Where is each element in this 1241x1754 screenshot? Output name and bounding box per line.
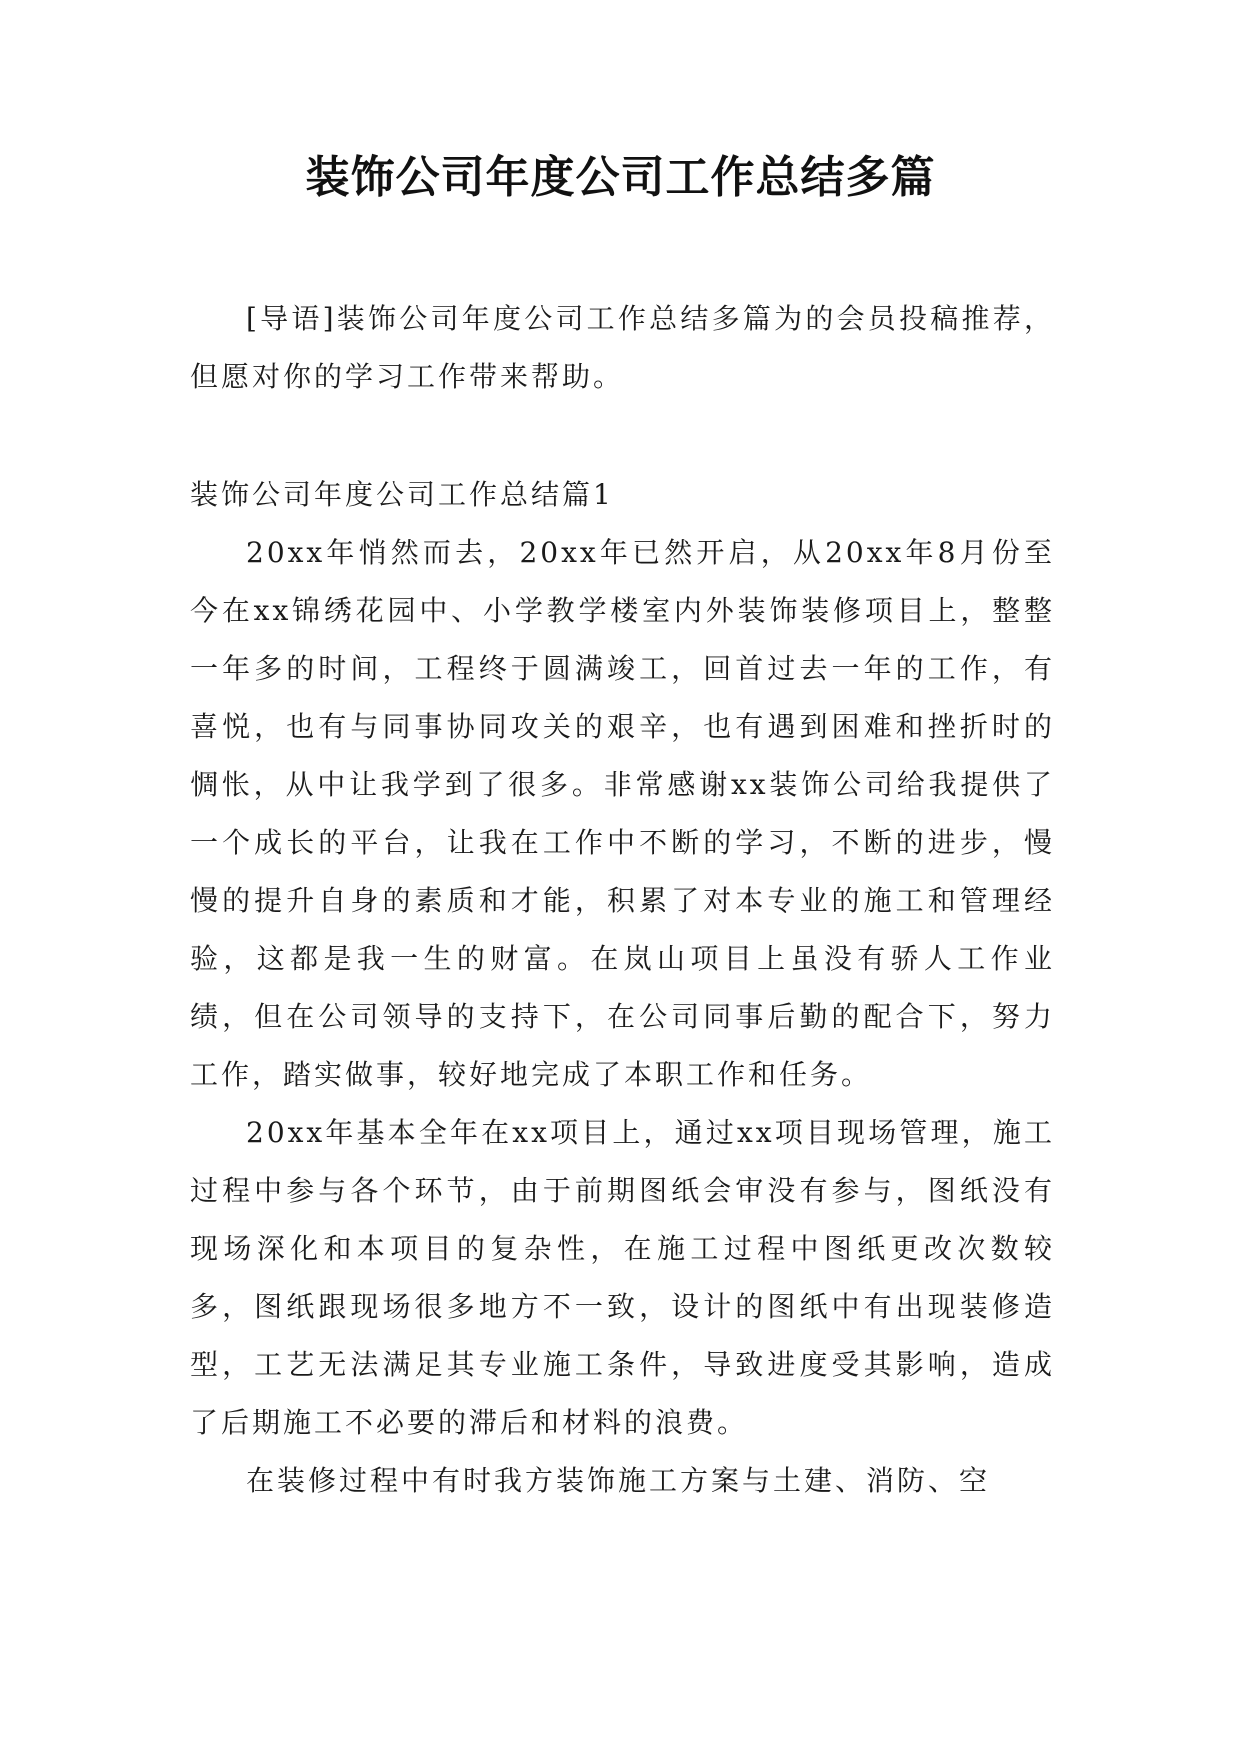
- body-paragraph-2: 20xx年基本全年在xx项目上，通过xx项目现场管理，施工过程中参与各个环节，由于前期图纸会审没有参与，图纸没有现场深化和本项目的复杂性，在施工过程中图纸更改次数较多，图纸跟现场很多地方不一致，设计的图纸中有出现装修造型，工艺无法满足其专业施工条件，导致进度受其影响，造成了后期施工不必要的滞后和材料的浪费。: [190, 1116, 1055, 1439]
- body-paragraph-1: 20xx年悄然而去，20xx年已然开启，从20xx年8月份至今在xx锦绣花园中、小学教学楼室内外装饰装修项目上，整整一年多的时间，工程终于圆满竣工，回首过去一年的工作，有喜悦，也有与同事协同攻关的艰辛，也有遇到困难和挫折时的惆怅，从中让我学到了很多。非常感谢xx装饰公司给我提供了一个成长的平台，让我在工作中不断的学习，不断的进步，慢慢的提升自身的素质和才能，积累了对本专业的施工和管理经验，这都是我一生的财富。在岚山项目上虽没有骄人工作业绩，但在公司领导的支持下，在公司同事后勤的配合下，努力工作，踏实做事，较好地完成了本职工作和任务。: [190, 536, 1055, 1091]
- intro-paragraph: [导语]装饰公司年度公司工作总结多篇为的会员投稿推荐，但愿对你的学习工作带来帮助。: [190, 302, 1055, 393]
- body-paragraph-3: 在装修过程中有时我方装饰施工方案与土建、消防、空: [246, 1464, 991, 1497]
- document-title: 装饰公司年度公司工作总结多篇: [305, 152, 936, 203]
- document-body: [190, 290, 1055, 1510]
- section-heading: 装饰公司年度公司工作总结篇1: [190, 478, 614, 511]
